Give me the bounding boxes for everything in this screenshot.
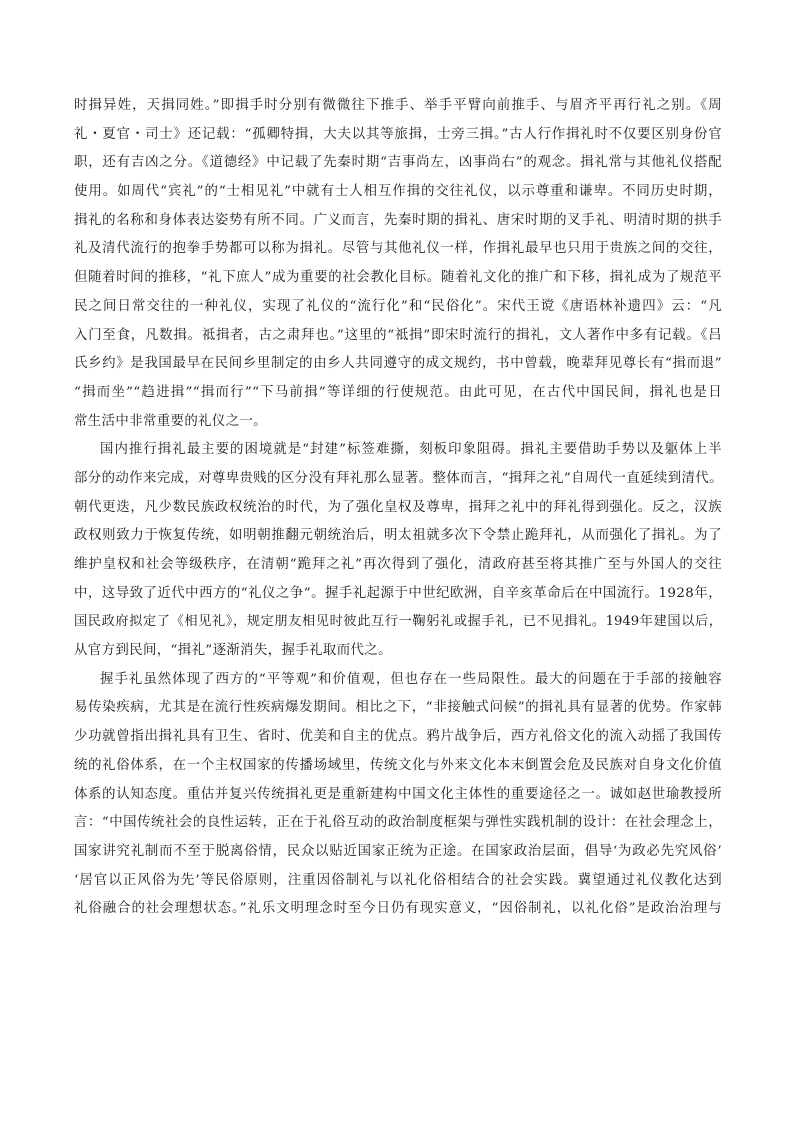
text-line: 常生活中非常重要的礼仪之一。 xyxy=(74,413,268,429)
text-line: 中，这导致了近代中西方的“礼仪之争”。握手礼起源于中世纪欧洲，自辛亥革命后在中国流行。1928年， xyxy=(74,585,722,601)
text-line: 朝代更迭，凡少数民族政权统治的时代，为了强化皇权及尊卑，揖拜之礼中的拜礼得到强化。反之，汉族 xyxy=(74,499,722,515)
text-line: 从官方到民间，“揖礼”逐渐消失，握手礼取而代之。 xyxy=(74,643,392,659)
text-line: 国家讲究礼制而不至于脱离俗情，民众以贴近国家正统为正途。在国家政治层面，倡导‘为政必先究风俗’ xyxy=(74,843,722,859)
text-line: 易传染疾病，尤其是在流行性疾病爆发期间。相比之下，“非接触式问候”的揖礼具有显著的优势。作家韩 xyxy=(74,700,722,716)
text-line: 民之间日常交往的一种礼仪，实现了礼仪的“流行化”和“民俗化”。宋代王谠《唐语林补遗四》云：“凡 xyxy=(74,298,722,314)
text-line: ‘居官以正风俗为先’等民俗原则，注重因俗制礼与以礼化俗相结合的社会实践。冀望通过礼仪教化达到 xyxy=(74,872,722,888)
text-line: 部分的动作来完成，对尊卑贵贱的区分没有拜礼那么显著。整体而言，“揖拜之礼”自周代一直延续到清代。 xyxy=(74,470,723,486)
text-line: 礼・夏官・司士》还记载：“孤卿特揖，大夫以其等旅揖，士旁三揖。”古人行作揖礼时不仅要区别身份官 xyxy=(74,126,722,142)
text-line: 握手礼虽然体现了西方的“平等观”和价值观，但也存在一些局限性。最大的问题在于手部的接触容 xyxy=(100,671,722,687)
text-line: 维护皇权和社会等级秩序，在清朝“跪拜之礼”再次得到了强化，清政府甚至将其推广至与外国人的交往 xyxy=(74,557,722,572)
text-line: “揖而坐”“趋进揖”“揖而行”“下马前揖”等详细的行使规范。由此可见，在古代中国民间，揖礼也是日 xyxy=(74,384,722,400)
text-line: 时揖异姓，天揖同姓。”即揖手时分别有微微往下推手、举手平臂向前推手、与眉齐平再行礼之别。《周 xyxy=(74,98,722,113)
text-line: 入门至食，凡数揖。祗揖者，古之肃拜也。”这里的“祗揖”即宋时流行的揖礼，文人著作中多有记载。《吕 xyxy=(74,327,722,343)
text-line: 国内推行揖礼最主要的困境就是“封建”标签难撕，刻板印象阻碍。揖礼主要借助手势以及躯体上半 xyxy=(100,442,722,458)
text-line: 揖礼的名称和身体表达姿势有所不同。广义而言，先秦时期的揖礼、唐宋时期的叉手礼、明清时期的拱手 xyxy=(74,212,722,228)
text-line: 少功就曾指出揖礼具有卫生、省时、优美和自主的优点。鸦片战争后，西方礼俗文化的流入动摇了我国传 xyxy=(74,729,722,745)
text-line: 礼俗融合的社会理想状态。”礼乐文明理念时至今日仍有现实意义，“因俗制礼，以礼化俗”是政治治理与 xyxy=(74,901,722,917)
paragraph-2 xyxy=(74,436,722,666)
text-line: 氏乡约》是我国最早在民间乡里制定的由乡人共同遵守的成文规约，书中曾载，晚辈拜见尊长有“揖而退” xyxy=(74,356,722,372)
text-line: 政权则致力于恢复传统，如明朝推翻元朝统治后，明太祖就多次下令禁止跪拜礼，从而强化了揖礼。为了 xyxy=(74,528,722,544)
paragraph-1 xyxy=(74,92,722,436)
text-line: 国民政府拟定了《相见礼》，规定朋友相见时彼此互行一鞠躬礼或握手礼，已不见揖礼。1949年建国以后， xyxy=(74,614,722,630)
paragraph-3 xyxy=(74,666,722,924)
text-line: 统的礼俗体系，在一个主权国家的传播场域里，传统文化与外来文化本末倒置会危及民族对自身文化价值 xyxy=(74,757,722,773)
text-line: 言：“中国传统社会的良性运转，正在于礼俗互动的政治制度框架与弹性实践机制的设计：在社会理念上， xyxy=(74,815,722,831)
text-line: 使用。如周代“宾礼”的“士相见礼”中就有士人相互作揖的交往礼仪，以示尊重和谦卑。不同历史时期， xyxy=(74,184,722,200)
text-line: 体系的认知态度。重估并复兴传统揖礼更是重新建构中国文化主体性的重要途径之一。诚如赵世瑜教授所 xyxy=(74,786,722,802)
text-line: 礼及清代流行的抱拳手势都可以称为揖礼。尽管与其他礼仪一样，作揖礼最早也只用于贵族之间的交往， xyxy=(74,241,722,257)
text-line: 但随着时间的推移，“礼下庶人”成为重要的社会教化目标。随着礼文化的推广和下移，揖礼成为了规范平 xyxy=(74,270,722,286)
document-body xyxy=(74,92,722,924)
text-line: 职，还有吉凶之分。《道德经》中记载了先秦时期“吉事尚左，凶事尚右”的观念。揖礼常与其他礼仪搭配 xyxy=(74,155,722,171)
